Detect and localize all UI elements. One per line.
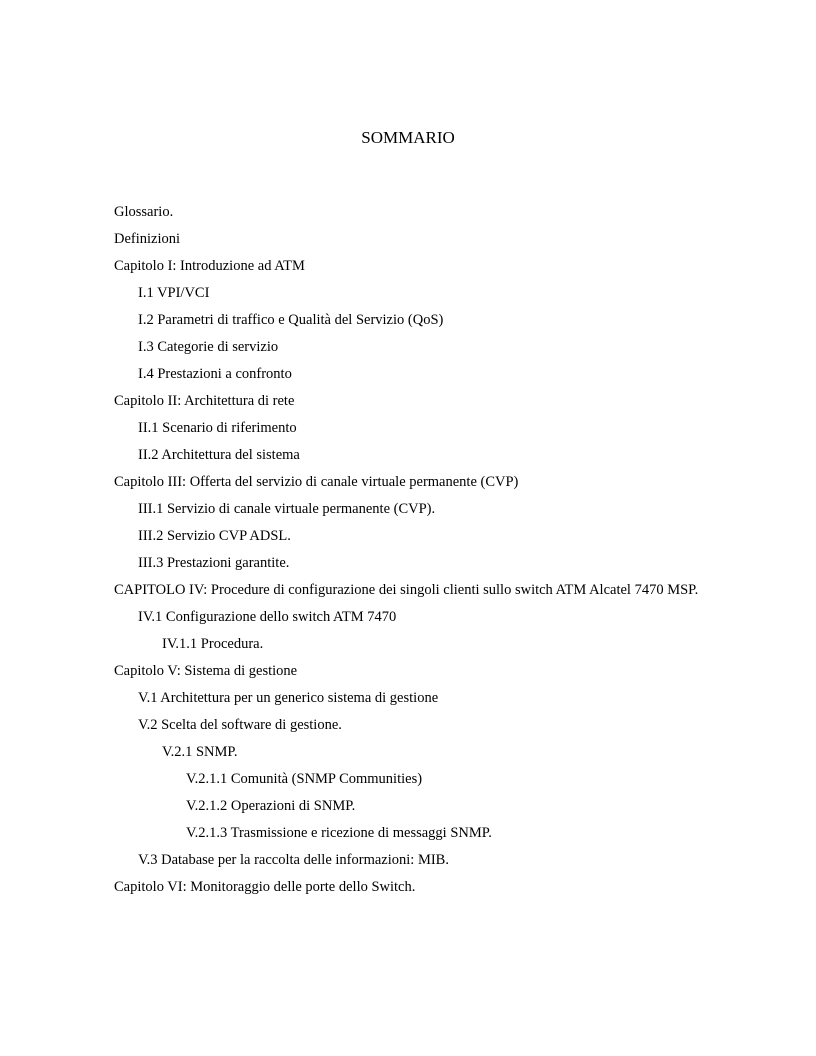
toc-entry: V.2.1.2 Operazioni di SNMP. [186,798,356,814]
toc-entry: Glossario. [114,204,174,220]
toc-entry: II.2 Architettura del sistema [138,447,300,463]
toc-entry: V.2 Scelta del software di gestione. [138,717,342,733]
toc-entry: II.1 Scenario di riferimento [138,420,297,436]
toc-entry: Capitolo III: Offerta del servizio di canale virtuale permanente (CVP) [114,474,519,490]
toc-entry: III.2 Servizio CVP ADSL. [138,528,291,544]
toc-entry: I.1 VPI/VCI [138,285,210,301]
toc-entry: IV.1 Configurazione dello switch ATM 7470 [138,609,397,625]
toc-entry: V.3 Database per la raccolta delle informazioni: MIB. [138,852,449,868]
toc-entry: CAPITOLO IV: Procedure di configurazione dei singoli clienti sullo switch ATM Alcatel 7470 MSP. [114,582,699,598]
toc-entry: Definizioni [114,231,181,247]
toc-entry: III.3 Prestazioni garantite. [138,555,290,571]
toc-entry: I.3 Categorie di servizio [138,339,279,355]
toc-entry: Capitolo I: Introduzione ad ATM [114,258,305,274]
toc-entry: V.2.1.1 Comunità (SNMP Communities) [186,771,423,787]
toc-entry: I.4 Prestazioni a confronto [138,366,292,382]
page-title: SOMMARIO [361,128,455,147]
toc-entry: Capitolo V: Sistema di gestione [114,663,298,679]
toc-entry: IV.1.1 Procedura. [162,636,264,652]
table-of-contents [114,199,706,901]
toc-entry: V.1 Architettura per un generico sistema di gestione [138,690,439,706]
toc-entry: V.2.1 SNMP. [162,744,238,760]
toc-entry: Capitolo VI: Monitoraggio delle porte dello Switch. [114,879,416,895]
toc-entry: Capitolo II: Architettura di rete [114,393,295,409]
toc-entry: I.2 Parametri di traffico e Qualità del Servizio (QoS) [138,312,444,328]
toc-entry: V.2.1.3 Trasmissione e ricezione di messaggi SNMP. [186,825,492,841]
toc-entry: III.1 Servizio di canale virtuale permanente (CVP). [138,501,436,517]
